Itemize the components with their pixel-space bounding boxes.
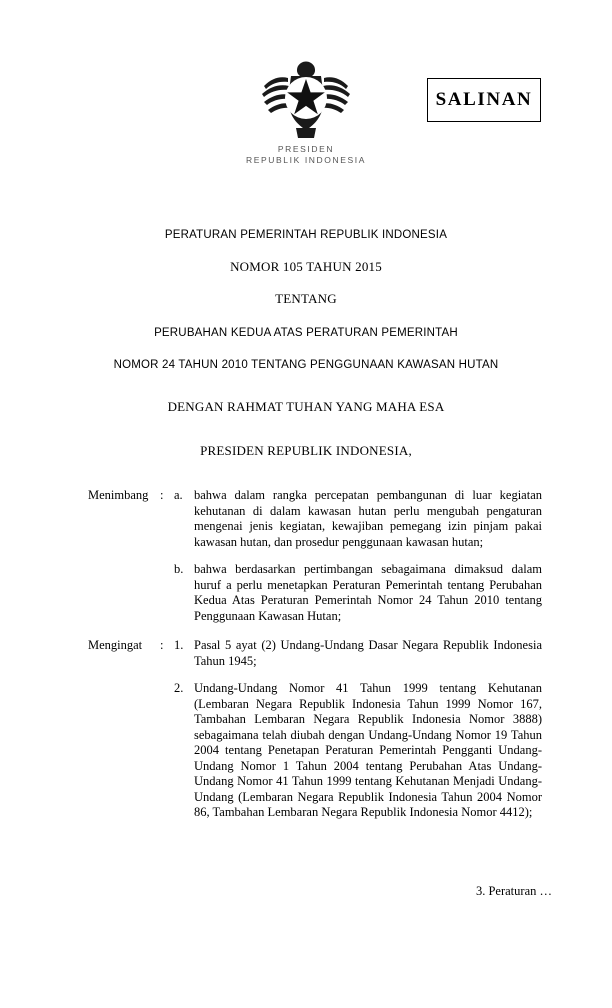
item-marker: 2. (174, 681, 184, 695)
garuda-star-emblem-icon (258, 48, 354, 140)
list-item (174, 488, 542, 550)
list-item (174, 681, 542, 821)
clause-colon-mengingat: : (160, 638, 164, 652)
item-marker: b. (174, 562, 184, 576)
title-invocation: DENGAN RAHMAT TUHAN YANG MAHA ESA (167, 399, 445, 414)
clause-items-mengingat (174, 638, 542, 821)
emblem-caption (0, 144, 612, 166)
emblem-caption-line1: PRESIDEN (277, 144, 335, 154)
item-text: Pasal 5 ayat (2) Undang-Undang Dasar Negara Republik Indonesia Tahun 1945; (194, 638, 542, 668)
clause-label-menimbang: Menimbang (88, 488, 149, 502)
item-marker: a. (174, 488, 183, 502)
page-title (60, 228, 552, 476)
item-text: Undang-Undang Nomor 41 Tahun 1999 tentang Kehutanan (Lembaran Negara Republik Indonesia Tahun 1999 Nomor 167, Tambahan Lembaran Negara Republik Indonesia Nomor 3888) sebagaimana telah diubah dengan Undang-Undang Nomor 19 Tahun 2004 tentang Penetapan Peraturan Pemerintah Pengganti Undang-Undang Nomor 1 Tahun 2004 tentang Perubahan Atas Undang-Undang Nomor 41 Tahun 1999 tentang Kehutanan Menjadi Undang-Undang (Lembaran Negara Republik Indonesia Tahun 2004 Nomor 86, Tambahan Lembaran Negara Republik Indonesia Nomor 4412); (194, 681, 542, 819)
item-marker: 1. (174, 638, 184, 652)
title-regulation-type: PERATURAN PEMERINTAH REPUBLIK INDONESIA (164, 229, 448, 241)
status-badge-salinan (427, 78, 541, 122)
clause-colon-menimbang: : (160, 488, 164, 502)
emblem-caption-line2: REPUBLIK INDONESIA (246, 155, 366, 165)
clause-menimbang (88, 488, 542, 624)
clauses-section (88, 488, 542, 835)
list-item (174, 638, 542, 669)
salinan-label: SALINAN (435, 89, 533, 110)
title-number: NOMOR 105 TAHUN 2015 (230, 259, 382, 274)
title-tentang: TENTANG (275, 291, 337, 306)
item-text: bahwa berdasarkan pertimbangan sebagaimana dimaksud dalam huruf a perlu menetapkan Peraturan Pemerintah tentang Perubahan Kedua Atas Peraturan Pemerintah Nomor 24 Tahun 2010 tentang Penggunaan Kawasan Hutan; (194, 562, 542, 623)
title-subject-line1: PERUBAHAN KEDUA ATAS PERATURAN PEMERINTAH (154, 327, 458, 339)
clause-label-mengingat: Mengingat (88, 638, 143, 652)
title-subject-line2: NOMOR 24 TAHUN 2010 TENTANG PENGGUNAAN KAWASAN HUTAN (113, 359, 499, 371)
page-continuation-note: 3. Peraturan … (475, 884, 552, 898)
list-item (174, 562, 542, 624)
item-text: bahwa dalam rangka percepatan pembangunan di luar kegiatan kehutanan di dalam kawasan hutan perlu mengubah pengaturan mengenai jenis kegiatan, kewajiban pemegang izin pinjam pakai kawasan hutan, dan prosedur penggunaan kawasan hutan; (194, 488, 542, 549)
clause-mengingat (88, 638, 542, 821)
clause-items-menimbang (174, 488, 542, 624)
title-issuer: PRESIDEN REPUBLIK INDONESIA, (200, 443, 412, 458)
